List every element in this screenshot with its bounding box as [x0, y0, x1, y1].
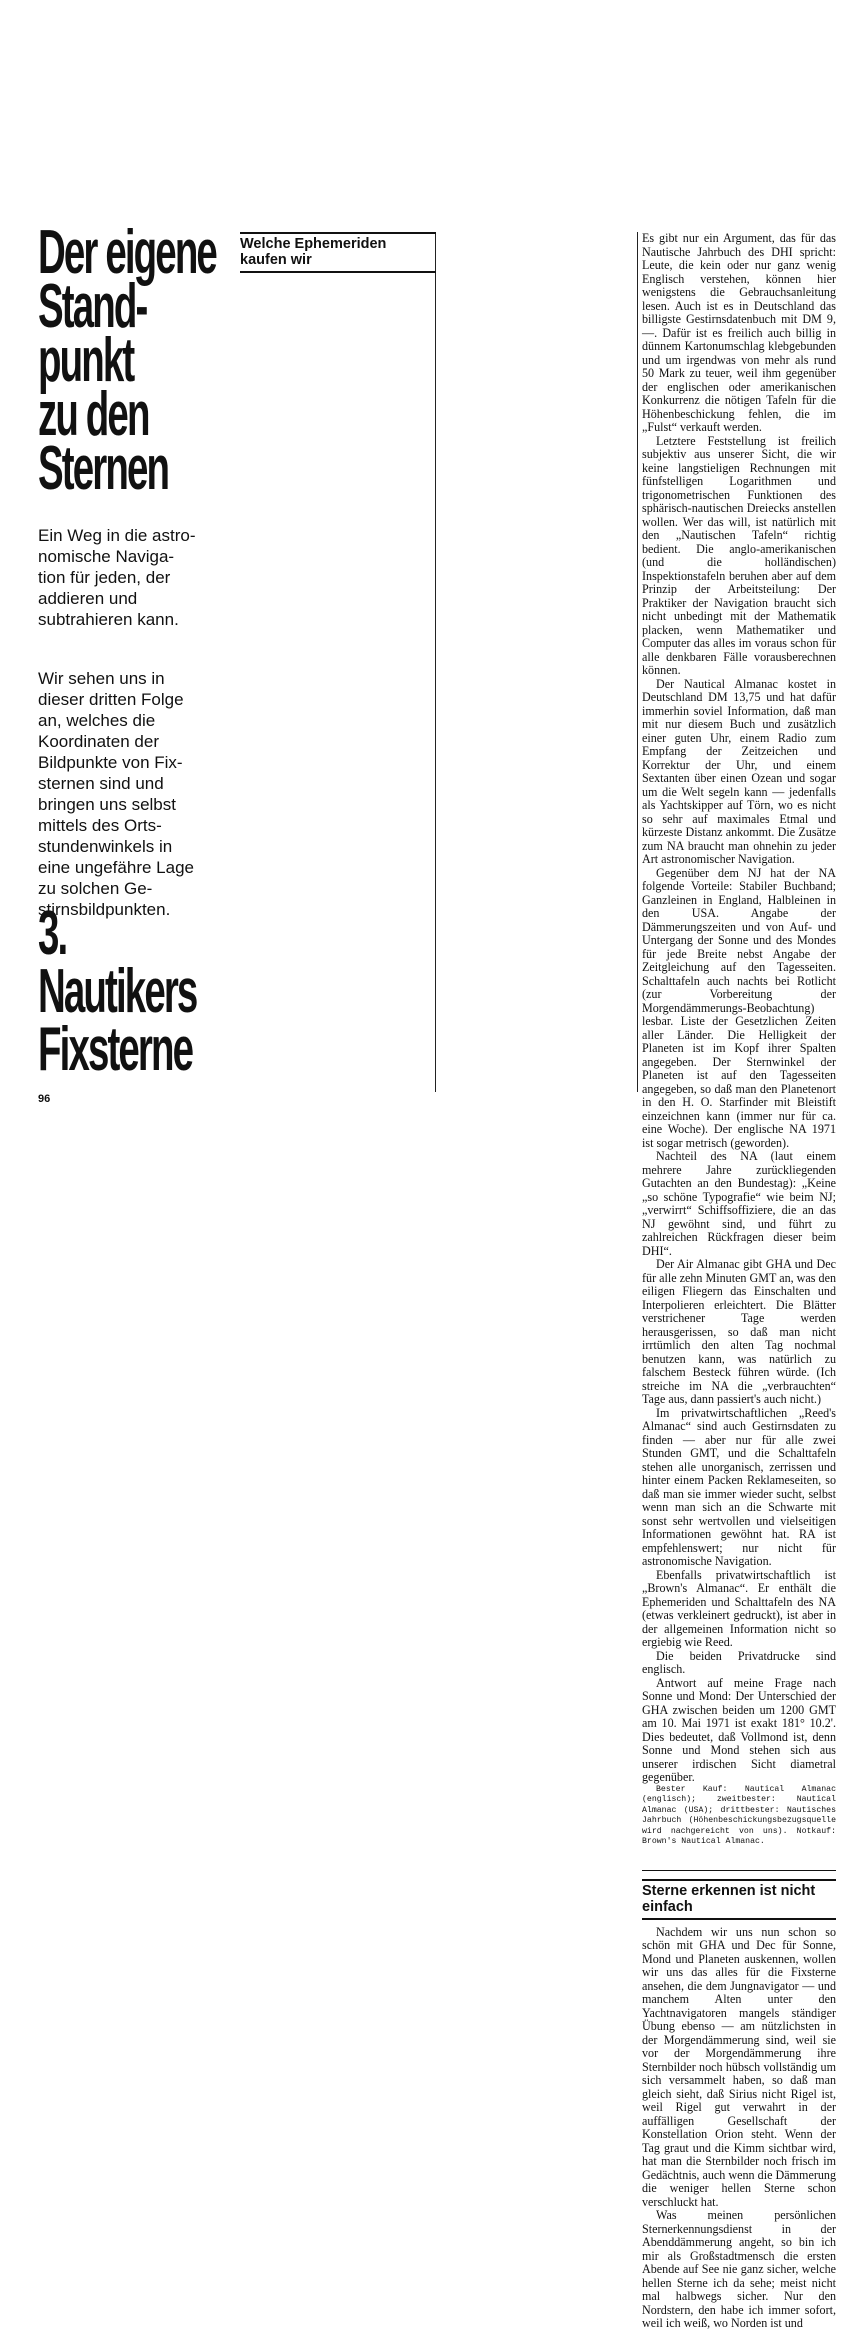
buying-recommendation: Bester Kauf: Nautical Almanac (englisch); zweitbester: Nautical Almanac (USA); drittbester: Nautisches Jahrbuch (Höhenbeschickungsbezugsquelle wird nachgereicht von uns). Notkauf: Brown's Nautical Almanac.: [642, 1784, 836, 1846]
series-title-line: Nautikers: [38, 957, 197, 1026]
article-paragraph: Gegenüber dem NJ hat der NA folgende Vorteile: Stabiler Buchband; Ganzleinen in England, Halbleinen in den USA. Angabe der Dämmerungszeiten und von Auf- und Untergang der Sonne und des Mondes für jede Breite nebst Angabe der Zeitgleichung auf den Tagesseiten. Schalttafeln auch nachts bei Rotlicht (zur Vorbereitung der Morgendämmerungs-Beobachtung) lesbar. Liste der Gesetzlichen Zeiten aller Länder. Die Helligkeit der Planeten ist im Kopf ihrer Spalten angegeben. Der Sternwinkel der Planeten ist auf den Tagesseiten angegeben, so daß man den Planetenort in den H. O. Starfinder mit Bleistift einzeichnen kann (immer nur für ca. eine Woche). Der englische NA 1971 ist sogar metrisch (geworden).: [642, 865, 836, 1150]
article-column-2: [440, 232, 636, 1094]
article-paragraph: Es gibt nur ein Argument, das für das Nautische Jahrbuch des DHI spricht: Leute, die kein oder nur ganz wenig Englisch verstehen, können hier wenigstens die Gebrauchsanleitung lesen. Auch ist es in Deutschland das billigste Gestirnsdatenbuch mit DM 9,—. Dafür ist es freilich auch billig in dünnem Kartonumschlag klebgebunden und um irgendwas von mehr als rund 50 Mark zu teuer, weil ihm gegenüber der englischen oder amerikanischen Konkurrenz die nötigen Tafeln für die Höhenbeschickung fehlen, die im „Fulst“ verkauft werden.: [642, 231, 836, 434]
headline-line: zu den: [38, 380, 149, 449]
series-title: [38, 899, 197, 1084]
headline-line: Sternen: [38, 434, 169, 503]
article-paragraph: Im privatwirtschaftlichen „Reed's Almanac“ sind auch Gestirnsdaten zu finden — aber nur für alle zwei Stunden GMT, und die Schalttafeln stehen alle unorganisch, zerrissen und hinter einem Packen Reklameseiten, so daß man sie immer wieder sucht, selbst wenn man sich an die Schwarte mit sonst sehr wertvollen und vielseitigen Informationen gewöhnt hat. RA ist empfehlenswert; nur nicht für astronomische Navigation.: [642, 1405, 836, 1568]
section-title-ephemeriden: Welche Ephemeriden kaufen wir: [240, 232, 436, 273]
article-paragraph: Nachteil des NA (laut einem mehrere Jahre zurückliegenden Gutachten an den Bundestag): „Keine „so schöne Typografie“ wie beim NJ; „verwirrt“ Schiffsoffiziere, die an das NJ gewöhnt sind, und führt zu zahlreichen Rückfragen dieser beim DHI“.: [642, 1149, 836, 1258]
subtitle: Ein Weg in die astro- nomische Naviga- tion für jeden, der addieren und subtrahieren kann.: [38, 526, 196, 629]
article-paragraph: Der Nautical Almanac kostet in Deutschland DM 13,75 und hat dafür immerhin soviel Information, daß man mit nur diesem Buch und zusätzlich einer guten Uhr, einem Radio zum Empfang der Zeitzeichen und Korrektur der Uhr, und einem Sextanten über einen Ozean und sogar um die Welt segeln kann — jedenfalls als Yachtskipper auf Törn, wo es nicht so sehr auf maximales Etmal und kürzeste Distanz ankommt. Die Zusätze zum NA braucht man ohnehin zu jeder Art astronomischer Navigation.: [642, 676, 836, 866]
section-divider: [642, 1848, 836, 1871]
headline-line: punkt: [38, 326, 134, 395]
lead-paragraph: Wir sehen uns in dieser dritten Folge an, welches die Koordinaten der Bildpunkte von Fix- sternen sind und bringen uns selbst mittels des Orts- stundenwinkels in eine ungefähre Lage zu solchen Ge- stirnsbildpunkten.: [38, 669, 194, 919]
headline: [38, 218, 216, 503]
article-paragraph: Ebenfalls privatwirtschaftlich ist „Brown's Almanac“. Er enthält die Ephemeriden und Schalttafeln des NA (etwas verkleinert gedruckt), ist aber in der allgemeinen Information nicht so ergiebig wie Reed.: [642, 1567, 836, 1649]
series-title-line: 3.: [38, 899, 67, 968]
headline-line: Stand-: [38, 272, 147, 341]
article-paragraph: Die beiden Privatdrucke sind englisch.: [642, 1648, 836, 1676]
article-paragraph: Antwort auf meine Frage nach Sonne und Mond: Der Unterschied der GHA zwischen beiden um 1200 GMT am 10. Mai 1971 ist exakt 181° 10.2'. Dies bedeutet, daß Vollmond ist, denn Sonne und Mond stehen sich aus unserer irdischen Sicht diametral gegenüber.: [642, 1675, 836, 1784]
page-number: 96: [38, 1093, 51, 1105]
article-column-1: [240, 232, 436, 1094]
series-title-line: Fixsterne: [38, 1015, 193, 1084]
column-rule: [637, 232, 638, 1092]
article-paragraph: Was meinen persönlichen Sternerkennungsdienst in der Abenddämmerung angeht, so bin ich mir als Großstadtmensch die ersten Abende auf See nie ganz sicher, welche hellen Sterne ich da sehe; meist nicht mal halbwegs sicher. Nur den Nordstern, den habe ich immer sofort, weil ich weiß, wo Norden ist und: [642, 2208, 836, 2330]
article-paragraph: Nachdem wir uns nun schon so schön mit GHA und Dec für Sonne, Mond und Planeten auskennen, wollen wir uns das alles für die Fixsterne ansehen, die dem Jungnavigator — und manchem Alten unter den Yachtnavigatoren mangels ständiger Übung ebenso — am nützlichsten in der Morgendämmerung sind, weil sie vor der Morgendämmerung ihre Sternbilder noch hübsch vollständig um sich versammelt haben, so daß man gleich sieht, daß Sirius nicht Rigel ist, weil Rigel gut verwahrt in der auffälligen Gesellschaft der Konstellation Orion steht. Wenn der Tag graut und die Kimm sichtbar wird, hat man die Sternbilder noch frisch im Gedächtnis, auch wenn die Dämmerung die weniger hellen Sterne schon verschluckt hat.: [642, 1924, 836, 2209]
section-title-sterne: Sterne erkennen ist nicht einfach: [642, 1879, 836, 1920]
headline-line: Der eigene: [38, 218, 216, 287]
article-column-3: [642, 231, 836, 2330]
article-paragraph: Der Air Almanac gibt GHA und Dec für alle zehn Minuten GMT an, was den eiligen Fliegern das Einschalten und Interpolieren erleichtert. Die Blätter verstrichener Tage werden herausgerissen, so daß man nicht irrtümlich den alten Tag nochmal benutzen kann, was natürlich zu falschem Besteck führen würde. (Ich streiche im NA die „verbrauchten“ Tage aus, dann passiert's auch nicht.): [642, 1257, 836, 1406]
article-paragraph: Letztere Feststellung ist freilich subjektiv aus unserer Sicht, die wir keine langstieligen Rechnungen mit fünfstelligen Logarithmen und trigonometrischen Funktionen des sphärisch-nautischen Dreiecks anstellen wollen. Wer das will, ist natürlich mit den „Nautischen Tafeln“ richtig bedient. Die anglo-amerikanischen (und die holländischen) Inspektionstafeln beruhen aber auf dem Prinzip der Arbeitsteilung: Der Praktiker der Navigation braucht sich nicht unbedingt mit der Mathematik placken, wenn Mathematiker und Computer das alles im voraus schon für alle denkbaren Fälle vorausberechnen können.: [642, 433, 836, 677]
